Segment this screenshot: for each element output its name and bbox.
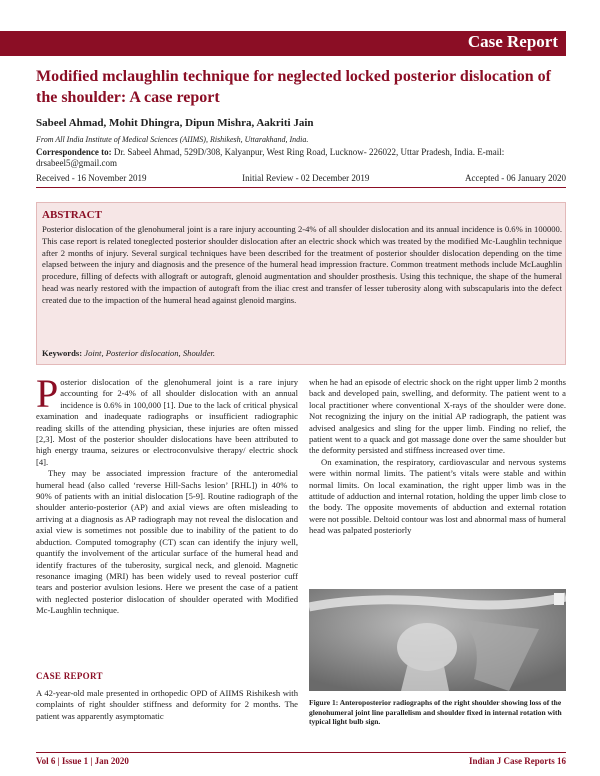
correspondence <box>36 147 566 169</box>
header-divider <box>36 187 566 188</box>
keywords <box>42 348 215 358</box>
intro-paragraph <box>36 371 298 468</box>
author-list: Sabeel Ahmad, Mohit Dhingra, Dipun Mishra, Aakriti Jain <box>36 117 314 129</box>
case-report-column <box>36 688 298 722</box>
page-footer <box>36 752 566 772</box>
affiliation: From All India Institute of Medical Sciences (AIIMS), Rishikesh, Uttarakhand, India. <box>36 135 309 144</box>
paragraph: On examination, the respiratory, cardiovascular and nervous systems were within normal limits. The patient’s vitals were stable and within normal limits. On local examination, the right upper limb was in the attitude of adduction and internal rotation, holding the upper limb close to the body. The opposite movements of abduction and external rotation were not possible. Deltoid contour was lost and abnormal mass of humeral head was palpated posteriorly <box>309 456 566 536</box>
journal-header-bar <box>0 31 566 56</box>
article-dates <box>36 173 566 183</box>
paragraph: when he had an episode of electric shock on the right upper limb 2 months back and developed pain, swelling, and deformity. The patient went to a local practitioner where conventional X-rays of the shoulder were done. Not recognizing the injury on the initial AP radiograph, the patient was advised analgesics and sling for the upper limb. Finding no relief, the patient went to a quack and got massage done over the same shoulder but the deformity persisted and stiffness increased over time. <box>309 377 566 456</box>
correspondence-label: Correspondence to: <box>36 147 112 157</box>
paragraph: They may be associated impression fracture of the anteromedial humeral head (also called ‘reverse Hill-Sachs lesion’ [RHL]) in 40% to 90% of patients with an initial dislocation [5-9]. Routine radiograph of the shoulder anterio-posterior (AP) and axial views are often misleading to arriving at a diagnosis as AP radiograph may not reveal the dislocation and axial view is sometimes not possible due to inability of the patient to do abduction. Computed tomography (CT) scan can identify the injury well, quantify the involvement of the articular surface of the humeral head and identify fractures of the tuberosity, surgical neck, and glenoid. Magnetic resonance imaging (MRI) has been widely used to reveal posterior cuff tears and posterior avulsion lesions. Here we present the case of a patient with neglected posterior dislocation of shoulder operated with Modified Mc-Laughlin technique. <box>36 468 298 616</box>
xray-image <box>309 589 566 691</box>
footer-volume: Vol 6 | Issue 1 | Jan 2020 <box>36 756 129 766</box>
intro-text: osterior dislocation of the glenohumeral joint is a rare injury accounting for 2-4% of all shoulder dislocation with an annual incidence is 0.6% in 100,000 [1]. Due to the lack of critical physical examination and inadequate radiographs or insufficient radiographic reading skills of the attending physician, these injuries are often missed [2,3]. Most of the posterior shoulder dislocations have been attributed to high energy trauma, seizures or electroconvulsive therapy/ electric shock [4]. <box>36 377 298 467</box>
keywords-label: Keywords: <box>42 348 83 358</box>
marker-icon <box>554 593 564 605</box>
accepted-date: Accepted - 06 January 2020 <box>465 173 566 183</box>
review-date: Initial Review - 02 December 2019 <box>242 173 370 183</box>
humerus-shaft-shape <box>401 659 449 691</box>
keywords-text: Joint, Posterior dislocation, Shoulder. <box>84 348 216 358</box>
right-column <box>309 377 566 537</box>
left-column <box>36 371 298 617</box>
abstract-body: Posterior dislocation of the glenohumeral joint is a rare injury accounting 2-4% of all shoulder dislocation and its annual incidence is 0.6% in 100000. This case report is related toneglected posterior shoulder dislocation after an electric shock which was treated by the modified Mc-Laughlin technique after 2 months of injury. Several surgical techniques have been described for the treatment of posterior shoulder dislocation depending on the time elapsed between the injury and diagnosis and the presence of the humeral head impression fracture. Common treatment methods include McLaughlin procedure, filling of defects with allograft or autograft, glenoid augmentation and shoulder prosthesis. Using this technique, the shape of the humeral head was nearly restored with the impaction of autograft from the iliac crest and transfer of lesser tuberosity along with subscapularis into the defect created due to the impaction of the humeral head against glenoid margins. <box>42 224 562 305</box>
clavicle-shape <box>309 597 566 607</box>
section-heading-case-report: CASE REPORT <box>36 671 103 681</box>
footer-journal-page: Indian J Case Reports 16 <box>468 756 566 766</box>
abstract-box <box>36 202 566 365</box>
article-title: Modified mclaughlin technique for neglected locked posterior dislocation of the shoulder: A case report <box>36 68 551 106</box>
figure-caption: Figure 1: Anteroposterior radiographs of the right shoulder showing loss of the glenohumeral joint line parallelism and shoulder fixed in internal rotation with typical light bulb sign. <box>309 698 562 727</box>
drop-cap: P <box>36 371 59 416</box>
article-type-label: Case Report <box>467 32 558 51</box>
received-date: Received - 16 November 2019 <box>36 173 147 183</box>
abstract-heading: ABSTRACT <box>42 209 102 221</box>
xray-figure <box>309 589 566 691</box>
paragraph: A 42-year-old male presented in orthopedic OPD of AIIMS Rishikesh with complaints of right shoulder stiffness and deformity for 2 months. The patient was apparently asymptomatic <box>36 688 298 721</box>
correspondence-text: Dr. Sabeel Ahmad, 529D/308, Kalyanpur, West Ring Road, Lucknow- 226022, Uttar Pradesh, India. E-mail: drsabeel5@gmail.com <box>36 147 505 168</box>
